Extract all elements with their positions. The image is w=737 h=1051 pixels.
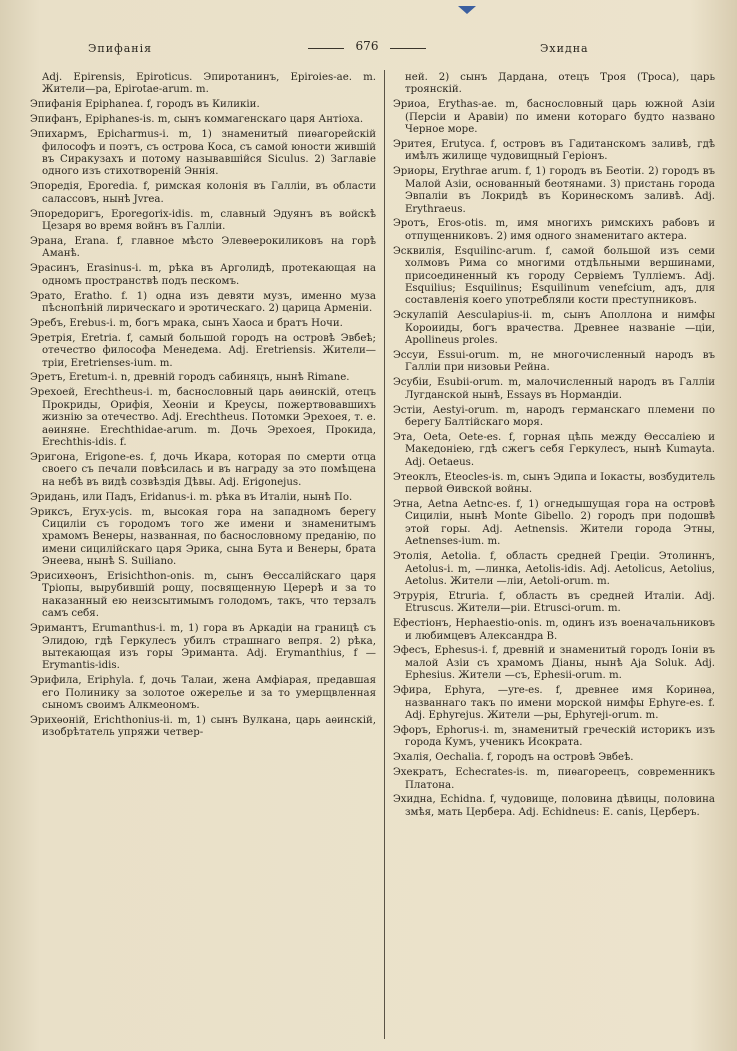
dictionary-entry: Эта, Oeta, Oete-es. f, горная цѣпь между Ѳессаліею и Македоніею, гдѣ сжегъ себя Геркулесъ, нынѣ Kumayta. Adj. Oetaeus. xyxy=(393,431,715,468)
dictionary-entry: Эритея, Erutyca. f, островъ въ Гадитанскомъ заливѣ, гдѣ имѣлъ жилище чудовищный Геріонъ. xyxy=(393,139,715,163)
header-right-guideword: Эхидна xyxy=(540,42,589,55)
dictionary-entry: Эфоръ, Ephorus-i. m, знаменитый греческій историкъ изъ города Кумъ, ученикъ Исократа. xyxy=(393,724,715,749)
dictionary-entry: Эхидна, Echidna. f, чудовище, половина дѣвицы, половина змѣя, мать Цербера. Adj. Echidneus: E. canis, Церберъ. xyxy=(393,794,715,818)
dictionary-entry: Эрихѳоній, Erichthonius-ii. m, 1) сынъ Вулкана, царь аѳинскій, изобрѣтатель упряжи четвер- xyxy=(30,715,376,739)
dictionary-entry: Эребъ, Erebus-i. m, богъ мрака, сынъ Хаоса и братъ Ночи. xyxy=(30,317,343,329)
left-column xyxy=(30,72,376,1039)
page-number: 676 xyxy=(308,39,426,53)
dictionary-entry: Эрато, Eratho. f. 1) одна изъ девяти музъ, именно муза пѣснопѣній лирическаго и эротическаго. 2) царица Арменіи. xyxy=(30,290,376,314)
dictionary-entry: Эротъ, Eros-otis. m, имя многихъ римскихъ рабовъ и отпущенниковъ. 2) имя одного знаменитаго актера. xyxy=(393,218,715,242)
dictionary-entry: Этрурія, Etruria. f, область въ средней Италіи. Adj. Etruscus. Жители—ріи. Etrusci-orum. m. xyxy=(393,590,715,615)
dictionary-entry: Эридань, или Падъ, Eridanus-i. m. рѣка въ Италіи, нынѣ По. xyxy=(30,491,353,503)
dictionary-entry: Эстіи, Aestyi-orum. m, народъ германскаго племени по берегу Балтійскаго моря. xyxy=(393,404,715,429)
page-corner-marker xyxy=(458,6,476,14)
dictionary-entry: Эрана, Erana. f, главное мѣсто Элевѳерокиликовъ на горѣ Аманѣ. xyxy=(30,235,376,260)
dictionary-entry: Эретрія, Eretria. f, самый большой городъ на островѣ Эвбеѣ; отечество философа Менедема. Adj. Eretriensis. Жители—тріи, Eretrienses-ium. m. xyxy=(30,332,376,369)
dictionary-entry: Эриоры, Erythrae arum. f, 1) городъ въ Беотіи. 2) городъ въ Малой Азіи, основанный беотянами. 3) пристань города Эвпаліи въ Локридѣ въ Коринѳскомъ заливѣ. Adj. Erythraeus. xyxy=(393,166,715,215)
dictionary-entry: Эриоа, Erythas-ae. m, баснословный царь южной Азіи (Персіи и Аравіи) по имени котораго будто названо Черное море. xyxy=(393,99,715,136)
dictionary-entry: Этеоклъ, Eteocles-is. m, сынъ Эдипа и Іокасты, возбудитель первой Ѳивской войны. xyxy=(393,471,715,496)
dictionary-entry: Эсквилія, Esquilinc-arum. f, самой большой изъ семи холмовъ Рима со многими отдѣльными вершинами, присоединенный къ городу Сервіемъ Тулліемъ. Adj. Esquilius; Esquilinus; Esquilinum venefcium, адъ, для составленія коего употребляли кости преступниковъ. xyxy=(393,245,715,307)
header-left-guideword: Эпифанія xyxy=(88,42,153,55)
dictionary-entry: Эрехоей, Erechtheus-i. m, баснословный царь аѳинскій, отецъ Прокриды, Орифія, Хеоніи и Креусы, пожертвовавшихъ жизнію за отечество. Adj. Erechtheus. Потомки Эрехоея, т. е. аѳиняне. Erechthidae-arum. m. Дочь Эрехоея, Прокида, Erechthis-idis. f. xyxy=(30,387,376,448)
dictionary-entry: Эпифанъ, Epiphanes-is. m, сынъ коммагенскаго царя Антіоха. xyxy=(30,114,364,126)
dictionary-entry: Эфира, Ephyra, —yre-es. f, древнее имя Коринѳа, названнаго такъ по имени морской нимфы Ephyre-es. f. Adj. Ephyrejus. Жители —ры, Ephyreji-orum. m. xyxy=(393,685,715,721)
dictionary-entry: Эрисихѳонъ, Erisichthon-onis. m, сынъ Ѳессалійскаго царя Тріопы, вырубившій рощу, посвященную Церерѣ и за то наказанный ею неизсытимымъ голодомъ, такъ, что терзалъ самъ себя. xyxy=(30,571,376,620)
dictionary-entry: Эриксъ, Eryx-ycis. m, высокая гора на западномъ берегу Сициліи съ городомъ того же имени и знаменитымъ храмомъ Венеры, названная, по баснословному преданію, по имени сицилійскаго царя Эрика, сына Бута и Венеры, брата Энеева, нынѣ S. Suiliano. xyxy=(30,506,376,568)
dictionary-entry: Эрифила, Eriphyla. f, дочь Талаи, жена Амфіарая, предавшая его Полинику за золотое ожерелье и за то умерщвленная сыномъ своимъ Алкмеономъ. xyxy=(30,675,376,712)
dictionary-entry: Adj. Epirensis, Epiroticus. Эпиротанинъ, Epiroies-ae. m. Жители—ра, Epirotae-arum. m. xyxy=(42,72,376,96)
dictionary-entry: Эригона, Erigone-es. f, дочь Икара, которая по смерти отца своего съ печали повѣсилась и въ награду за это помѣщена на небѣ въ видѣ созвѣздія Дѣвы. Adj. Erigonejus. xyxy=(30,451,376,488)
dictionary-entry: Эпоредія, Eporedia. f, римская колонія въ Галліи, въ области салассовъ, нынѣ Jvrea. xyxy=(30,181,376,205)
dictionary-entry: Эпоредоригъ, Eporegorix-idis. m, славный Эдуянъ въ войскѣ Цезаря во время войнъ въ Галліи. xyxy=(30,208,376,232)
right-column xyxy=(393,72,715,1039)
dictionary-entry: Эхалія, Oechalia. f, городъ на островѣ Эвбеѣ. xyxy=(393,752,634,764)
dictionary-entry: Эссуи, Essui-orum. m, не многочисленный народъ въ Галліи при низовьи Рейна. xyxy=(393,350,715,374)
running-header xyxy=(0,39,737,62)
dictionary-entry: Эфесъ, Ephesus-i. f, древній и знаменитый городъ Іоніи въ малой Азіи съ храмомъ Діаны, нынѣ Aja Soluk. Adj. Ephesius. Жители —съ, Ephesii-orum. m. xyxy=(393,645,715,682)
dictionary-entry: Эскулапій Aesculapius-ii. m, сынъ Аполлона и нимфы Короииды, богъ врачества. Древнее названіе —ціи, Apollineus proles. xyxy=(393,310,715,347)
dictionary-entry: Эримантъ, Erumanthus-i. m, 1) гора въ Аркадіи на границѣ съ Элидою, гдѣ Геркулесъ убилъ страшнаго вепря. 2) рѣка, вытекающая изъ горы Эриманта. Adj. Erymanthius, f — Erymantis-idis. xyxy=(30,623,376,672)
dictionary-entry: Эрасинъ, Erasinus-i. m, рѣка въ Арголидѣ, протекающая на одномъ пространствѣ подъ пескомъ. xyxy=(30,263,376,287)
dictionary-entry: Этолія, Aetolia. f, область средней Греціи. Этолиннъ, Aetolus-i. m, —линка, Aetolis-idis. Adj. Aetolicus, Aetolius, Aetolus. Жители —ліи, Aetoli-orum. m. xyxy=(393,551,715,587)
dictionary-entry: Эпифанія Epiphanea. f, городъ въ Киликіи. xyxy=(30,99,260,111)
dictionary-entry: ней. 2) сынъ Дардана, отецъ Троя (Троса), царь троянскій. xyxy=(405,72,715,96)
dictionary-entry: Ефестіонъ, Hephaestio-onis. m, одинъ изъ военачальниковъ и любимцевъ Александра В. xyxy=(393,618,715,642)
dictionary-entry: Эхекратъ, Echecrates-is. m, пиѳагореецъ, современникъ Платона. xyxy=(393,767,715,791)
dictionary-entry: Эпихармъ, Epicharmus-i. m, 1) знаменитый пиѳагорейскій философъ и поэтъ, съ острова Коса, съ самой юности жившій въ Сиракузахъ и потому называвшійся Siculus. 2) Заглавіе одного изъ стихотвореній Эннія. xyxy=(30,129,376,178)
dictionary-entry: Эретъ, Eretum-i. n, древній городъ сабиняцъ, нынѣ Rimane. xyxy=(30,372,350,384)
dictionary-entry: Этна, Aetna Aetnc-es. f, 1) огнедышущая гора на островѣ Сициліи, нынѣ Monte Gibello. 2) городъ при подошвѣ этой горы. Adj. Aetnensis. Жители города Этны, Aetnenses-ium. m. xyxy=(393,499,715,548)
dictionary-entry: Эсубіи, Esubii-orum. m, малочисленный народъ въ Галліи Лугданской нынѣ, Essays въ Нормандіи. xyxy=(393,377,715,401)
column-divider xyxy=(384,70,385,1039)
